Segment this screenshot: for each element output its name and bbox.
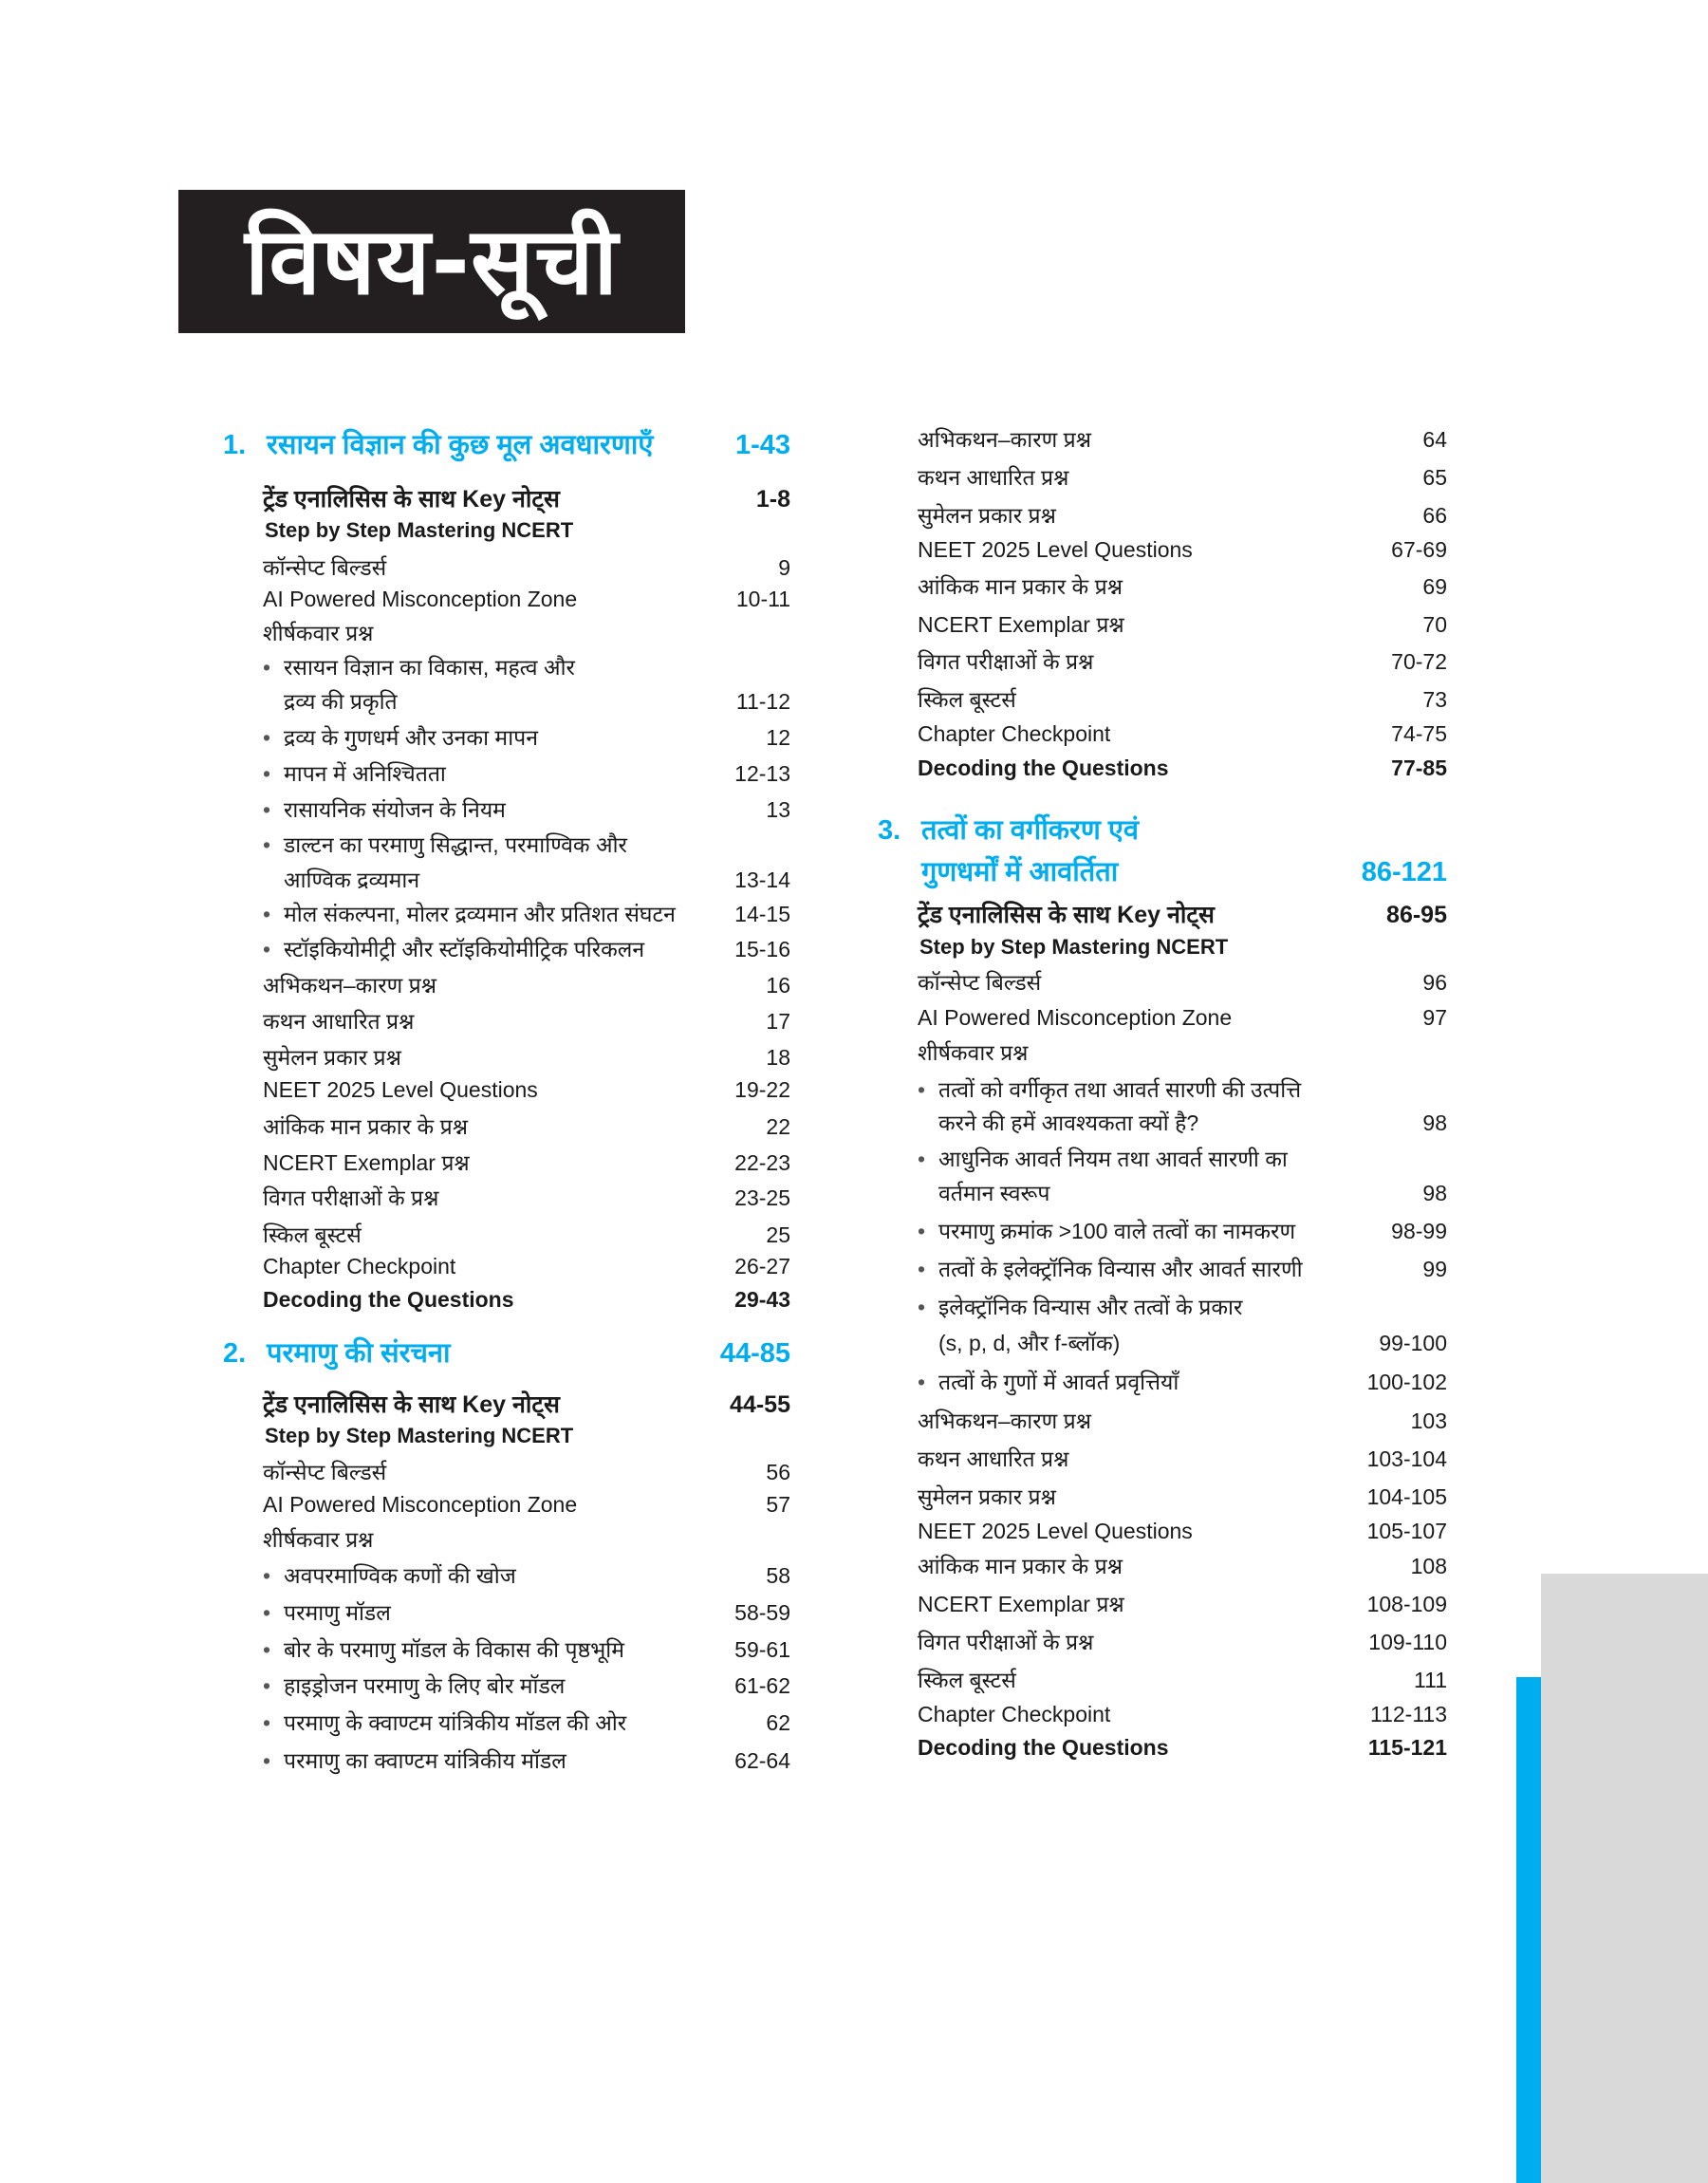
toc-entry-label — [263, 587, 577, 612]
toc-entry-label — [918, 1735, 1169, 1761]
toc-entry-text: ट्रेंड एनालिसिस के साथ Key नोट्स — [263, 1391, 560, 1418]
toc-entry — [919, 935, 1447, 960]
toc-entry-text: हाइड्रोजन परमाणु के लिए बोर मॉडल — [284, 1673, 566, 1698]
toc-entry-label — [263, 1182, 438, 1212]
toc-page-number: 14-15 — [734, 902, 790, 926]
toc-entry-text: स्किल बूस्टर्स — [918, 687, 1016, 712]
toc-entry-label — [918, 756, 1169, 781]
toc-page-number: 97 — [1422, 1005, 1447, 1030]
toc-entry-label — [919, 935, 1228, 960]
toc-entry-text: आण्विक द्रव्यमान — [284, 868, 420, 892]
toc-entry-label — [918, 461, 1068, 492]
toc-entry-label — [918, 1107, 1198, 1137]
toc-entry-label — [263, 1670, 565, 1700]
toc-entry-label — [918, 1073, 1301, 1104]
toc-page-number: 66 — [1422, 503, 1447, 528]
toc-entry-label — [223, 425, 653, 462]
toc-entry-label — [918, 645, 1093, 676]
toc-entry — [263, 1388, 790, 1420]
toc-entry-text: शीर्षकवार प्रश्न — [918, 1040, 1029, 1065]
toc-entry-label — [918, 1443, 1068, 1473]
toc-entry-label — [263, 1254, 455, 1279]
toc-entry-text: कॉन्सेप्ट बिल्डर्स — [263, 1460, 387, 1484]
toc-entry — [918, 1327, 1447, 1357]
toc-page-number: 62-64 — [734, 1748, 790, 1773]
toc-entry — [263, 1670, 790, 1700]
toc-entry — [918, 423, 1447, 454]
toc-entry-label — [918, 1588, 1124, 1618]
toc-entry-label — [918, 1550, 1123, 1580]
toc-entry-text: AI Powered Misconception Zone — [918, 1005, 1233, 1030]
toc-page-number: 1-43 — [734, 430, 790, 460]
toc-page-number: 111 — [1414, 1668, 1447, 1692]
toc-entry — [263, 757, 790, 788]
toc-entry-label — [263, 1041, 401, 1072]
toc-entry-text: आधुनिक आवर्त नियम तथा आवर्त सारणी का — [938, 1147, 1288, 1171]
toc-page-number: 70 — [1422, 612, 1447, 637]
toc-entry-text: अभिकथन–कारण प्रश्न — [918, 1409, 1092, 1433]
toc-entry-text: परमाणु क्रमांक >100 वाले तत्वों का नामकरण — [938, 1219, 1296, 1243]
toc-page-number: 67-69 — [1391, 537, 1447, 562]
toc-entry — [918, 1036, 1447, 1067]
toc-entry-text: गुणधर्मों में आवर्तिता — [921, 857, 1119, 887]
toc-entry-text: कथन आधारित प्रश्न — [918, 1446, 1069, 1471]
toc-entry-label — [918, 1253, 1303, 1283]
toc-entry — [918, 1664, 1447, 1694]
toc-page-number: 108 — [1410, 1554, 1447, 1578]
toc-page-number: 15-16 — [734, 937, 790, 961]
toc-entry-text: शीर्षकवार प्रश्न — [263, 621, 374, 645]
page-title-box — [178, 190, 685, 333]
toc-entry — [918, 1253, 1447, 1283]
toc-entry — [918, 537, 1447, 563]
toc-entry — [263, 1559, 790, 1590]
toc-page-number: 96 — [1422, 970, 1447, 995]
toc-entry — [263, 829, 790, 859]
chapter-heading — [921, 852, 1447, 889]
toc-entry-text: वर्तमान स्वरूप — [938, 1181, 1050, 1205]
toc-entry-label — [918, 1664, 1016, 1694]
toc-entry-text: AI Powered Misconception Zone — [263, 1492, 578, 1517]
toc-entry — [263, 1219, 790, 1249]
toc-entry-label — [918, 1405, 1091, 1435]
toc-entry-label — [263, 829, 627, 859]
toc-entry — [918, 1735, 1447, 1761]
toc-entry-text: कथन आधारित प्रश्न — [918, 465, 1069, 490]
toc-entry-text: Decoding the Questions — [918, 756, 1169, 780]
toc-page-number: 99-100 — [1379, 1331, 1447, 1355]
toc-entry — [918, 1588, 1447, 1618]
toc-entry-label — [263, 685, 398, 716]
toc-entry-label — [263, 1596, 391, 1627]
toc-entry — [263, 1041, 790, 1072]
toc-entry — [263, 1633, 790, 1664]
toc-entry — [918, 756, 1447, 781]
toc-entry-label — [263, 1219, 362, 1249]
toc-entry — [263, 1745, 790, 1775]
toc-entry — [263, 969, 790, 999]
toc-entry-text: Step by Step Mastering NCERT — [919, 935, 1229, 959]
toc-entry-text: (s, p, d, और f-ब्लॉक) — [938, 1331, 1121, 1355]
toc-entry-label — [918, 683, 1016, 714]
toc-page-number: 103 — [1410, 1409, 1447, 1433]
toc-entry-text: स्किल बूस्टर्स — [918, 1668, 1016, 1692]
toc-entry — [263, 1254, 790, 1279]
toc-entry-text: तत्वों को वर्गीकृत तथा आवर्त सारणी की उत्पत्ति — [938, 1077, 1302, 1102]
toc-entry-label — [263, 1745, 566, 1775]
toc-entry-label — [263, 1005, 414, 1036]
toc-entry-label — [263, 651, 575, 681]
toc-page-number: 26-27 — [734, 1254, 790, 1278]
toc-entry-text: Decoding the Questions — [263, 1287, 514, 1312]
toc-entry-label — [263, 1147, 470, 1177]
toc-entry-text: परमाणु के क्वाण्टम यांत्रिकीय मॉडल की ओर — [284, 1710, 627, 1735]
toc-page-number: 29-43 — [734, 1287, 790, 1312]
toc-page-number: 23-25 — [734, 1185, 790, 1210]
toc-entry-text: मापन में अनिश्चितता — [284, 761, 446, 786]
toc-page-number: 58-59 — [734, 1600, 790, 1625]
side-accent-band — [1516, 1677, 1541, 2183]
toc-page-number: 16 — [766, 973, 790, 998]
toc-entry-label — [918, 537, 1193, 563]
toc-entry-label — [878, 811, 1139, 848]
toc-page-number: 13-14 — [734, 868, 790, 892]
toc-entry — [263, 1523, 790, 1554]
toc-page-number: 61-62 — [734, 1673, 790, 1698]
toc-page-number: 112-113 — [1370, 1702, 1447, 1726]
toc-entry-text: रासायनिक संयोजन के नियम — [284, 797, 506, 822]
toc-entry-label — [918, 1519, 1193, 1544]
toc-entry-label — [263, 617, 373, 647]
toc-entry-label — [918, 1036, 1028, 1067]
toc-entry-text: स्किल बूस्टर्स — [263, 1222, 362, 1247]
toc-page-number: 22-23 — [734, 1150, 790, 1175]
toc-entry-text: स्टॉइकियोमीट्री और स्टॉइकियोमीट्रिक परिकलन — [284, 937, 645, 961]
toc-entry-text: अभिकथन–कारण प्रश्न — [918, 427, 1092, 452]
toc-entry — [918, 1702, 1447, 1727]
toc-entry-label — [263, 1633, 624, 1664]
toc-page-number: 98 — [1422, 1181, 1447, 1205]
toc-page-number: 74-75 — [1391, 721, 1447, 746]
toc-page-number: 10-11 — [735, 587, 790, 611]
toc-entry-label — [263, 757, 446, 788]
toc-entry — [918, 721, 1447, 747]
toc-page-number: 99 — [1422, 1257, 1447, 1281]
toc-entry-label — [918, 570, 1123, 601]
toc-entry — [918, 1107, 1447, 1137]
toc-entry-text: विगत परीक्षाओं के प्रश्न — [263, 1185, 439, 1210]
toc-entry-label — [918, 608, 1124, 639]
toc-page-number: 65 — [1422, 465, 1447, 490]
toc-entry-text: Step by Step Mastering NCERT — [265, 1424, 574, 1447]
chapter-number: 1. — [223, 430, 247, 460]
toc-entry — [263, 1287, 790, 1313]
toc-entry — [263, 898, 790, 928]
toc-entry-label — [918, 1177, 1049, 1207]
toc-entry-text: डाल्टन का परमाणु सिद्धान्त, परमाण्विक और — [284, 832, 627, 857]
toc-entry — [263, 933, 790, 963]
toc-entry-label — [263, 1110, 468, 1141]
toc-entry-text: विगत परीक्षाओं के प्रश्न — [918, 649, 1094, 674]
chapter-heading — [223, 425, 790, 462]
toc-page-number: 98-99 — [1391, 1219, 1447, 1243]
toc-entry — [263, 1147, 790, 1177]
toc-entry-label — [263, 969, 436, 999]
toc-entry-label — [263, 1707, 626, 1737]
toc-entry — [918, 1443, 1447, 1473]
toc-entry — [263, 721, 790, 752]
toc-entry-text: Chapter Checkpoint — [918, 1702, 1111, 1726]
toc-entry-label — [265, 518, 573, 543]
toc-entry-label — [263, 1559, 516, 1590]
toc-page-number: 86-121 — [1361, 857, 1447, 887]
toc-page-number: 59-61 — [734, 1637, 790, 1662]
toc-entry-text: तत्वों के इलेक्ट्रॉनिक विन्यास और आवर्त सारणी — [938, 1257, 1303, 1281]
toc-entry-label — [263, 1287, 514, 1313]
toc-page-number: 98 — [1422, 1110, 1447, 1135]
toc-page-number: 62 — [766, 1710, 790, 1735]
toc-entry-label — [918, 966, 1041, 997]
toc-entry-text: NCERT Exemplar प्रश्न — [918, 612, 1124, 637]
toc-entry-text: रसायन विज्ञान का विकास, महत्व और — [284, 655, 575, 680]
toc-entry-text: इलेक्ट्रॉनिक विन्यास और तत्वों के प्रकार — [938, 1295, 1243, 1319]
toc-entry-text: कथन आधारित प्रश्न — [263, 1009, 415, 1034]
toc-entry-text: कॉन्सेप्ट बिल्डर्स — [918, 970, 1042, 995]
toc-page-number: 70-72 — [1391, 649, 1447, 674]
toc-entry — [918, 1519, 1447, 1544]
toc-entry-text: मोल संकल्पना, मोलर द्रव्यमान और प्रतिशत संघटन — [284, 902, 676, 926]
toc-page-number: 44-85 — [719, 1338, 790, 1369]
toc-entry — [263, 1456, 790, 1486]
toc-page-number: 19-22 — [734, 1077, 790, 1102]
toc-entry — [263, 551, 790, 582]
toc-entry-text: अभिकथन–कारण प्रश्न — [263, 973, 437, 998]
toc-entry — [263, 793, 790, 824]
toc-page-number: 109-110 — [1368, 1630, 1447, 1654]
toc-entry-label — [918, 898, 1215, 930]
toc-page-number: 77-85 — [1391, 756, 1447, 780]
toc-entry-text: ट्रेंड एनालिसिस के साथ Key नोट्स — [918, 902, 1215, 928]
toc-entry — [265, 1424, 790, 1448]
toc-entry-text: NCERT Exemplar प्रश्न — [263, 1150, 470, 1175]
toc-page-number: 56 — [766, 1460, 790, 1484]
toc-page-number: 11-12 — [735, 689, 790, 714]
toc-entry — [918, 898, 1447, 930]
toc-entry-label — [921, 852, 1118, 889]
toc-entry — [918, 1481, 1447, 1511]
toc-entry-text: विगत परीक्षाओं के प्रश्न — [918, 1630, 1094, 1654]
toc-page-number: 100-102 — [1366, 1370, 1447, 1394]
toc-entry — [918, 1405, 1447, 1435]
toc-entry-label — [263, 551, 386, 582]
chapter-heading — [878, 811, 1447, 848]
page-title: विषय-सूची — [245, 207, 619, 316]
toc-entry-text: द्रव्य के गुणधर्म और उनका मापन — [284, 725, 538, 750]
toc-entry-label — [918, 499, 1056, 530]
toc-entry-text: NCERT Exemplar प्रश्न — [918, 1592, 1124, 1616]
toc-entry-label — [918, 1005, 1232, 1031]
toc-entry-label — [918, 1291, 1242, 1321]
toc-entry — [918, 1005, 1447, 1031]
toc-page-number: 64 — [1422, 427, 1447, 452]
toc-page-number: 44-55 — [730, 1391, 790, 1418]
toc-entry-label — [263, 864, 419, 894]
toc-entry-label — [918, 1626, 1093, 1656]
toc-entry-text: रसायन विज्ञान की कुछ मूल अवधारणाएँ — [267, 430, 654, 460]
side-gray-band — [1541, 1574, 1708, 2183]
toc-entry-label — [263, 1388, 560, 1420]
toc-entry-label — [918, 1143, 1288, 1173]
toc-page-number: 12-13 — [734, 761, 790, 786]
toc-entry-text: परमाणु की संरचना — [267, 1338, 451, 1369]
toc-page-number: 86-95 — [1386, 902, 1447, 928]
toc-entry — [263, 1005, 790, 1036]
toc-entry-text: शीर्षकवार प्रश्न — [263, 1527, 374, 1552]
toc-entry-text: परमाणु का क्वाण्टम यांत्रिकीय मॉडल — [284, 1748, 566, 1773]
toc-entry — [263, 617, 790, 647]
toc-entry — [918, 1550, 1447, 1580]
toc-entry-text: तत्वों के गुणों में आवर्त प्रवृत्तियाँ — [938, 1370, 1179, 1394]
toc-entry-text: कॉन्सेप्ट बिल्डर्स — [263, 555, 387, 580]
toc-entry — [918, 461, 1447, 492]
toc-entry-text: Step by Step Mastering NCERT — [265, 518, 574, 542]
toc-entry-text: द्रव्य की प्रकृति — [284, 689, 398, 714]
toc-entry — [263, 587, 790, 612]
toc-entry — [263, 651, 790, 681]
toc-page-number: 57 — [766, 1492, 790, 1517]
toc-entry-label — [223, 1334, 451, 1371]
toc-entry-text: अवपरमाण्विक कणों की खोज — [284, 1563, 516, 1588]
toc-entry-text: सुमेलन प्रकार प्रश्न — [918, 1484, 1056, 1509]
toc-entry-text: Chapter Checkpoint — [263, 1254, 456, 1278]
toc-page-number: 1-8 — [755, 486, 790, 513]
toc-entry — [263, 1596, 790, 1627]
toc-entry-label — [918, 1366, 1179, 1396]
toc-entry — [918, 570, 1447, 601]
toc-entry-label — [265, 1424, 573, 1448]
toc-page-number: 22 — [766, 1114, 790, 1139]
toc-entry-label — [263, 793, 506, 824]
toc-entry — [918, 608, 1447, 639]
toc-entry-text: बोर के परमाणु मॉडल के विकास की पृष्ठभूमि — [284, 1637, 625, 1662]
toc-entry-text: सुमेलन प्रकार प्रश्न — [263, 1045, 401, 1070]
toc-entry — [918, 1626, 1447, 1656]
toc-entry — [918, 1177, 1447, 1207]
toc-page-number: 103-104 — [1366, 1446, 1447, 1471]
toc-page-number: 58 — [766, 1563, 790, 1588]
toc-entry-label — [918, 1702, 1110, 1727]
toc-page-number: 17 — [766, 1009, 790, 1034]
chapter-heading — [223, 1334, 790, 1371]
toc-page-number: 12 — [766, 725, 790, 750]
toc-entry-label — [918, 1481, 1056, 1511]
chapter-number: 3. — [878, 815, 901, 846]
toc-page-number: 18 — [766, 1045, 790, 1070]
toc-entry-text: Decoding the Questions — [918, 1735, 1169, 1760]
toc-entry-label — [918, 1215, 1295, 1245]
toc-entry-text: NEET 2025 Level Questions — [263, 1077, 538, 1102]
toc-entry — [265, 518, 790, 543]
toc-entry-text: करने की हमें आवश्यकता क्यों है? — [938, 1110, 1199, 1135]
toc-entry — [263, 1110, 790, 1141]
toc-entry-text: AI Powered Misconception Zone — [263, 587, 578, 611]
toc-entry-label — [263, 933, 644, 963]
toc-entry-label — [263, 898, 676, 928]
toc-entry-text: Chapter Checkpoint — [918, 721, 1111, 746]
toc-page-number: 104-105 — [1366, 1484, 1447, 1509]
toc-entry-label — [263, 1523, 373, 1554]
toc-entry — [918, 1215, 1447, 1245]
toc-entry — [918, 1073, 1447, 1104]
toc-entry — [263, 482, 790, 514]
toc-page-number: 105-107 — [1366, 1519, 1447, 1543]
toc-entry-label — [918, 721, 1110, 747]
toc-entry-label — [263, 1077, 538, 1103]
toc-entry-label — [263, 482, 560, 514]
toc-entry-label — [263, 1492, 577, 1518]
toc-page-number: 73 — [1422, 687, 1447, 712]
toc-entry-text: तत्वों का वर्गीकरण एवं — [921, 815, 1140, 846]
toc-entry-text: आंकिक मान प्रकार के प्रश्न — [263, 1114, 468, 1139]
toc-entry-label — [918, 423, 1091, 454]
toc-entry-text: आंकिक मान प्रकार के प्रश्न — [918, 574, 1123, 599]
toc-entry — [918, 683, 1447, 714]
chapter-number: 2. — [223, 1338, 247, 1369]
toc-entry — [918, 1291, 1447, 1321]
toc-page-number: 13 — [766, 797, 790, 822]
toc-entry-label — [263, 1456, 386, 1486]
toc-page-number: 69 — [1422, 574, 1447, 599]
toc-entry-label — [918, 1327, 1120, 1357]
toc-entry — [263, 1077, 790, 1103]
toc-page-number: 115-121 — [1367, 1735, 1447, 1760]
toc-page-number: 9 — [778, 555, 790, 580]
toc-entry — [918, 1143, 1447, 1173]
toc-entry-text: NEET 2025 Level Questions — [918, 1519, 1193, 1543]
toc-entry — [263, 1492, 790, 1518]
toc-entry — [918, 1366, 1447, 1396]
toc-entry-text: ट्रेंड एनालिसिस के साथ Key नोट्स — [263, 486, 560, 513]
toc-entry — [918, 966, 1447, 997]
toc-entry — [263, 685, 790, 716]
toc-page-number: 108-109 — [1366, 1592, 1447, 1616]
toc-entry-label — [263, 721, 538, 752]
toc-entry-text: आंकिक मान प्रकार के प्रश्न — [918, 1554, 1123, 1578]
toc-page-number: 25 — [766, 1222, 790, 1247]
toc-entry — [263, 1707, 790, 1737]
toc-entry — [263, 1182, 790, 1212]
toc-entry — [263, 864, 790, 894]
toc-entry — [918, 499, 1447, 530]
toc-entry-text: परमाणु मॉडल — [284, 1600, 391, 1625]
toc-entry-text: सुमेलन प्रकार प्रश्न — [918, 503, 1056, 528]
toc-entry — [918, 645, 1447, 676]
toc-entry-text: NEET 2025 Level Questions — [918, 537, 1193, 562]
